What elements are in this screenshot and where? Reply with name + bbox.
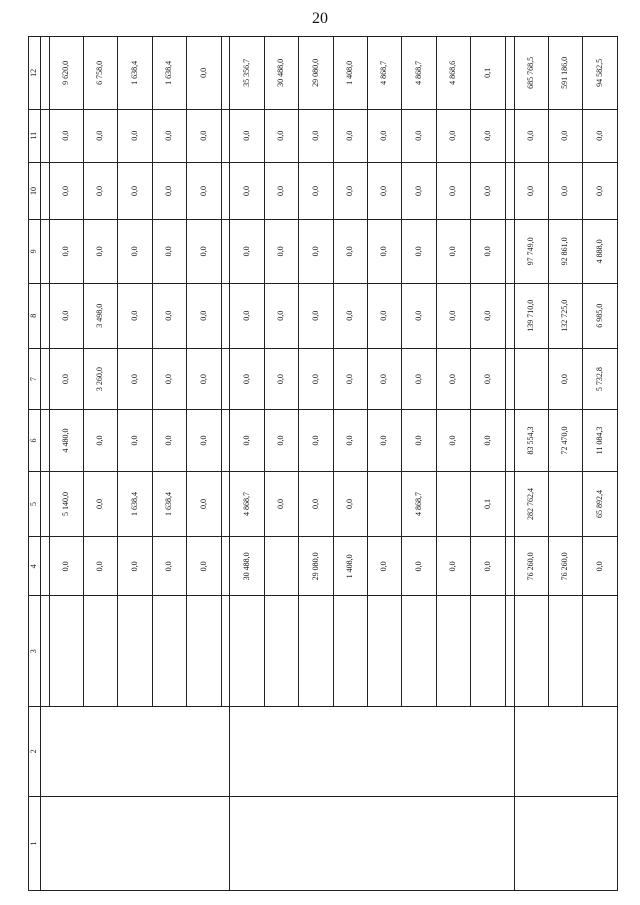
value-cell — [368, 471, 402, 536]
value-cell: 0,0 — [187, 410, 221, 471]
table-row — [230, 37, 264, 891]
value-cell: 0,0 — [514, 109, 548, 162]
value-cell: 1 638,4 — [152, 471, 186, 536]
source-cell — [514, 596, 548, 706]
value-cell: 0,0 — [152, 109, 186, 162]
value-cell: 1 408,0 — [333, 537, 367, 596]
value-cell: 0,0 — [436, 348, 470, 409]
source-cell — [299, 596, 333, 706]
measure-cell — [230, 796, 514, 890]
value-cell: 1 638,4 — [118, 471, 152, 536]
value-cell: 5 140,0 — [49, 471, 83, 536]
value-cell: 1 638,4 — [152, 37, 186, 110]
source-cell — [368, 596, 402, 706]
value-cell: 0,0 — [471, 537, 505, 596]
value-cell: 0,0 — [264, 220, 298, 283]
value-cell: 4 868,6 — [436, 37, 470, 110]
value-cell: 0,0 — [264, 109, 298, 162]
value-cell: 0,0 — [436, 537, 470, 596]
value-cell: 0,0 — [436, 410, 470, 471]
value-cell: 0,0 — [83, 109, 117, 162]
value-cell: 0,0 — [436, 220, 470, 283]
value-cell: 4 480,0 — [49, 410, 83, 471]
value-cell: 0,0 — [187, 109, 221, 162]
value-cell: 0,0 — [333, 162, 367, 219]
value-cell — [40, 109, 49, 162]
value-cell: 5 732,8 — [583, 348, 618, 409]
value-cell — [221, 348, 230, 409]
value-cell: 0,0 — [368, 537, 402, 596]
value-cell: 0,0 — [49, 348, 83, 409]
source-cell — [548, 596, 582, 706]
value-cell: 0,0 — [230, 162, 264, 219]
value-cell: 76 260,0 — [514, 537, 548, 596]
value-cell: 0,0 — [436, 162, 470, 219]
source-cell — [230, 596, 264, 706]
value-cell: 0,0 — [402, 109, 436, 162]
value-cell: 1 638,4 — [118, 37, 152, 110]
value-cell: 29 080,0 — [299, 537, 333, 596]
value-cell — [40, 162, 49, 219]
value-cell: 0,0 — [436, 283, 470, 348]
value-cell: 0,0 — [49, 162, 83, 219]
value-cell: 72 470,0 — [548, 410, 582, 471]
executor-cell — [514, 706, 617, 796]
value-cell: 29 080,0 — [299, 37, 333, 110]
value-cell: 4 868,7 — [402, 471, 436, 536]
value-cell: 0,0 — [187, 348, 221, 409]
value-cell: 0,0 — [187, 220, 221, 283]
value-cell: 0,0 — [49, 109, 83, 162]
value-cell — [505, 37, 514, 110]
value-cell: 35 356,7 — [230, 37, 264, 110]
value-cell: 0,0 — [471, 410, 505, 471]
value-cell — [40, 348, 49, 409]
value-cell — [40, 220, 49, 283]
value-cell — [264, 537, 298, 596]
value-cell: 0,0 — [368, 109, 402, 162]
value-cell: 0,0 — [299, 283, 333, 348]
value-cell: 4 868,7 — [368, 37, 402, 110]
value-cell: 0,0 — [264, 283, 298, 348]
value-cell: 132 725,0 — [548, 283, 582, 348]
source-cell — [471, 596, 505, 706]
value-cell: 0,0 — [230, 109, 264, 162]
value-cell — [221, 162, 230, 219]
value-cell: 3 260,0 — [83, 348, 117, 409]
col-num: 1 — [29, 796, 41, 890]
value-cell — [221, 410, 230, 471]
value-cell: 0,0 — [548, 109, 582, 162]
value-cell: 30 488,0 — [230, 537, 264, 596]
source-cell — [83, 596, 117, 706]
value-cell: 0,0 — [187, 37, 221, 110]
value-cell: 0,0 — [402, 283, 436, 348]
value-cell: 0,0 — [118, 348, 152, 409]
value-cell: 0,0 — [514, 162, 548, 219]
value-cell: 0,0 — [264, 162, 298, 219]
source-cell — [505, 596, 514, 706]
value-cell: 83 554,3 — [514, 410, 548, 471]
rotated-table-wrapper — [28, 36, 618, 891]
value-cell: 282 762,4 — [514, 471, 548, 536]
column-number-row — [29, 37, 41, 891]
value-cell — [505, 109, 514, 162]
value-cell: 0,0 — [83, 162, 117, 219]
value-cell: 0,0 — [548, 162, 582, 219]
value-cell: 0,0 — [333, 348, 367, 409]
value-cell: 0,0 — [299, 471, 333, 536]
value-cell: 94 582,5 — [583, 37, 618, 110]
value-cell: 9 620,0 — [49, 37, 83, 110]
value-cell: 0,1 — [471, 471, 505, 536]
col-num: 4 — [29, 537, 41, 596]
value-cell: 0,0 — [402, 537, 436, 596]
value-cell: 4 888,0 — [583, 220, 618, 283]
value-cell — [221, 37, 230, 110]
value-cell: 6 758,0 — [83, 37, 117, 110]
value-cell — [505, 162, 514, 219]
value-cell: 0,0 — [83, 471, 117, 536]
col-num: 11 — [29, 109, 41, 162]
value-cell — [436, 471, 470, 536]
value-cell — [505, 283, 514, 348]
value-cell: 11 084,3 — [583, 410, 618, 471]
value-cell: 0,0 — [118, 162, 152, 219]
value-cell: 0,0 — [299, 220, 333, 283]
value-cell: 0,0 — [264, 410, 298, 471]
col-num: 5 — [29, 471, 41, 536]
value-cell: 0,0 — [118, 537, 152, 596]
value-cell: 0,0 — [49, 537, 83, 596]
value-cell — [505, 220, 514, 283]
value-cell: 0,0 — [402, 220, 436, 283]
page-number: 20 — [312, 10, 328, 27]
value-cell: 0,1 — [471, 37, 505, 110]
value-cell: 0,0 — [152, 410, 186, 471]
value-cell: 0,0 — [187, 537, 221, 596]
value-cell: 0,0 — [230, 410, 264, 471]
value-cell — [40, 537, 49, 596]
value-cell: 0,0 — [187, 283, 221, 348]
value-cell — [548, 471, 582, 536]
col-num: 10 — [29, 162, 41, 219]
value-cell: 3 498,0 — [83, 283, 117, 348]
source-cell — [40, 596, 49, 706]
source-cell — [152, 596, 186, 706]
executor-cell — [230, 706, 514, 796]
col-num: 3 — [29, 596, 41, 706]
value-cell: 0,0 — [471, 348, 505, 409]
value-cell: 0,0 — [471, 109, 505, 162]
value-cell: 0,0 — [118, 109, 152, 162]
value-cell: 0,0 — [230, 220, 264, 283]
value-cell: 0,0 — [333, 109, 367, 162]
col-num: 2 — [29, 706, 41, 796]
value-cell: 0,0 — [118, 283, 152, 348]
value-cell — [505, 471, 514, 536]
col-num: 9 — [29, 220, 41, 283]
value-cell: 0,0 — [83, 220, 117, 283]
source-cell — [187, 596, 221, 706]
value-cell: 0,0 — [83, 410, 117, 471]
value-cell: 0,0 — [299, 348, 333, 409]
source-cell — [49, 596, 83, 706]
value-cell: 65 892,4 — [583, 471, 618, 536]
value-cell: 0,0 — [333, 283, 367, 348]
value-cell: 0,0 — [583, 109, 618, 162]
value-cell: 4 868,7 — [402, 37, 436, 110]
value-cell: 0,0 — [333, 471, 367, 536]
value-cell: 30 488,0 — [264, 37, 298, 110]
value-cell: 0,0 — [230, 348, 264, 409]
value-cell — [505, 537, 514, 596]
value-cell: 0,0 — [187, 471, 221, 536]
source-cell — [118, 596, 152, 706]
value-cell: 0,0 — [299, 410, 333, 471]
source-cell — [402, 596, 436, 706]
value-cell: 76 260,0 — [548, 537, 582, 596]
value-cell — [40, 37, 49, 110]
budget-table — [28, 36, 618, 891]
value-cell: 0,0 — [264, 348, 298, 409]
value-cell: 6 985,0 — [583, 283, 618, 348]
value-cell — [221, 283, 230, 348]
value-cell: 591 186,0 — [548, 37, 582, 110]
value-cell: 0,0 — [152, 348, 186, 409]
table-row — [40, 37, 49, 891]
value-cell: 0,0 — [49, 283, 83, 348]
value-cell: 0,0 — [368, 348, 402, 409]
value-cell: 0,0 — [471, 220, 505, 283]
value-cell: 0,0 — [402, 162, 436, 219]
value-cell: 0,0 — [368, 283, 402, 348]
value-cell: 0,0 — [299, 109, 333, 162]
source-cell — [264, 596, 298, 706]
col-num: 7 — [29, 348, 41, 409]
source-cell — [436, 596, 470, 706]
value-cell: 0,0 — [152, 220, 186, 283]
value-cell: 0,0 — [152, 162, 186, 219]
col-num: 8 — [29, 283, 41, 348]
value-cell: 0,0 — [583, 537, 618, 596]
value-cell: 0,0 — [83, 537, 117, 596]
table-frame — [28, 36, 618, 891]
value-cell: 0,0 — [368, 220, 402, 283]
value-cell — [505, 410, 514, 471]
value-cell — [221, 537, 230, 596]
value-cell: 4 868,7 — [230, 471, 264, 536]
value-cell: 0,0 — [402, 348, 436, 409]
value-cell: 0,0 — [118, 220, 152, 283]
executor-cell — [40, 706, 230, 796]
value-cell: 0,0 — [118, 410, 152, 471]
value-cell — [514, 348, 548, 409]
value-cell — [40, 410, 49, 471]
value-cell: 0,0 — [583, 162, 618, 219]
value-cell: 0,0 — [230, 283, 264, 348]
value-cell: 0,0 — [264, 471, 298, 536]
value-cell: 0,0 — [333, 410, 367, 471]
value-cell — [40, 283, 49, 348]
value-cell: 0,0 — [152, 283, 186, 348]
value-cell: 0,0 — [471, 162, 505, 219]
value-cell: 0,0 — [49, 220, 83, 283]
value-cell — [221, 220, 230, 283]
value-cell: 0,0 — [152, 537, 186, 596]
measure-cell — [514, 796, 617, 890]
value-cell: 0,0 — [548, 348, 582, 409]
value-cell: 0,0 — [299, 162, 333, 219]
value-cell: 139 710,0 — [514, 283, 548, 348]
value-cell: 0,0 — [436, 109, 470, 162]
value-cell: 0,0 — [402, 410, 436, 471]
col-num: 12 — [29, 37, 41, 110]
value-cell — [40, 471, 49, 536]
table-row — [514, 37, 548, 891]
value-cell: 0,0 — [368, 162, 402, 219]
value-cell: 0,0 — [368, 410, 402, 471]
value-cell: 97 749,0 — [514, 220, 548, 283]
source-cell — [221, 596, 230, 706]
source-cell — [333, 596, 367, 706]
value-cell: 0,0 — [333, 220, 367, 283]
value-cell: 0,0 — [471, 283, 505, 348]
value-cell: 92 861,0 — [548, 220, 582, 283]
value-cell — [221, 109, 230, 162]
col-num: 6 — [29, 410, 41, 471]
value-cell — [221, 471, 230, 536]
value-cell: 685 768,5 — [514, 37, 548, 110]
value-cell: 1 408,0 — [333, 37, 367, 110]
value-cell — [505, 348, 514, 409]
source-cell — [583, 596, 618, 706]
value-cell: 0,0 — [187, 162, 221, 219]
measure-cell — [40, 796, 230, 890]
